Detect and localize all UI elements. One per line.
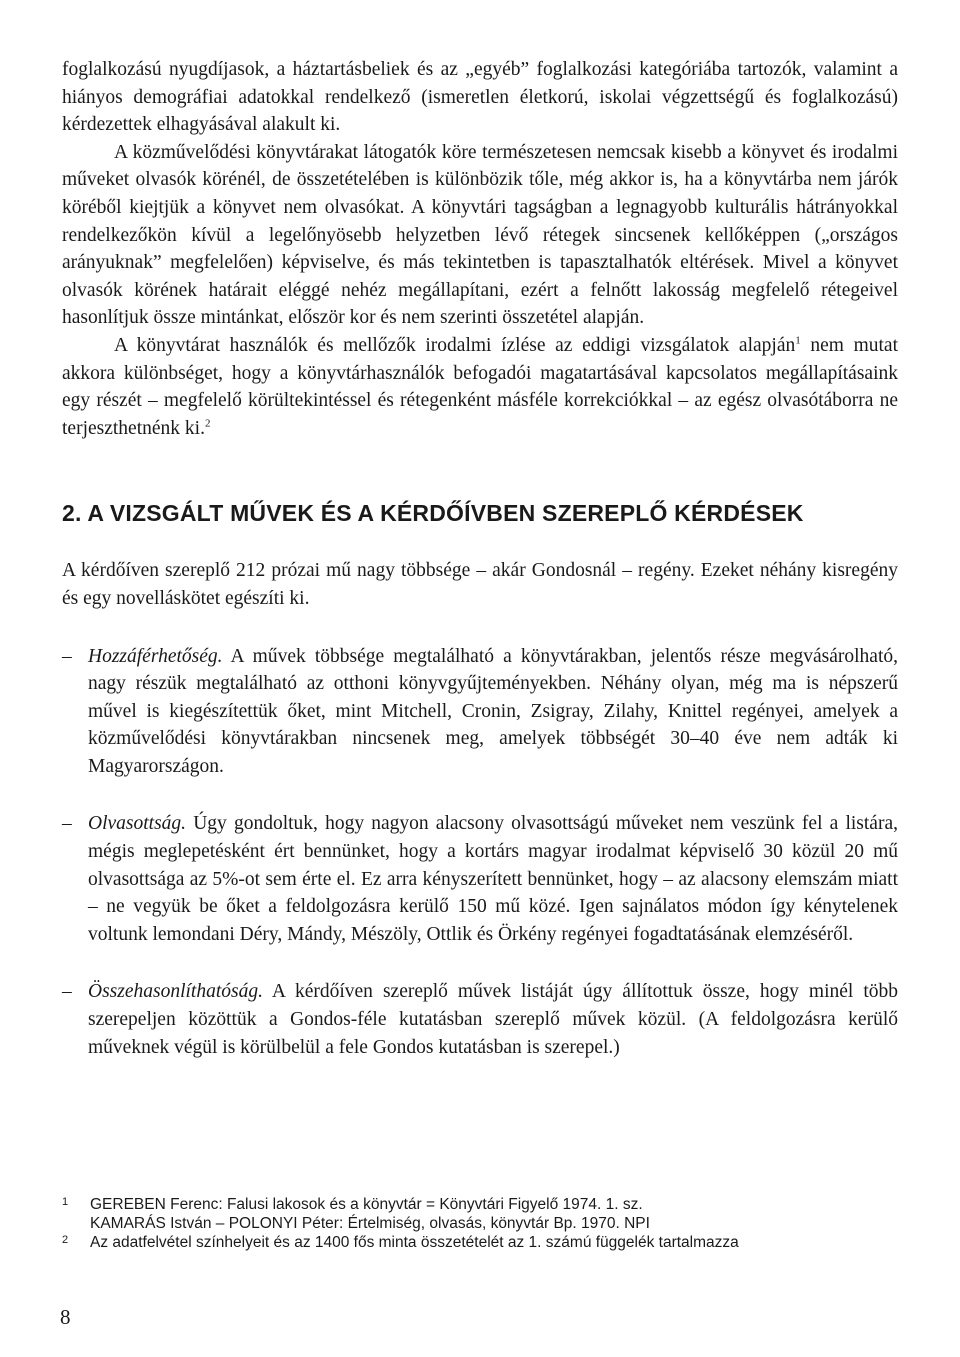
list-item-term: Hozzáférhetőség.	[88, 645, 223, 667]
page-body	[62, 56, 898, 1061]
list-dash: –	[62, 645, 72, 667]
paragraph-intro-2: A közművelődési könyvtárakat látogatók köre természetesen nemcsak kisebb a könyvet és irodalmi műveket olvasók körénél, de összetételében is különbözik tőle, még akkor is, ha a könyvtárba nem járók köréből kiejtjük a könyvet nem olvasókat. A könyvtári tagságban a legnagyobb kulturális hátrányokkal rendelkezőkön kívül a legelőnyösebb helyzetben lévő rétegek sincsenek kellőképpen („országos arányuknak” megfelelően) képviselve, és más tekintetben is tapasztalhatók eltérések. Mivel a könyvet olvasók körének határait eléggé nehéz megállapítani, ezért a felnőtt lakosság megfelelő rétegeivel hasonlítjuk össze mintánkat, először kor és nem szerinti összetétel alapján.	[62, 141, 898, 329]
list-item-term: Olvasottság.	[88, 813, 187, 835]
footnote-2	[62, 1233, 898, 1252]
list-item-text: A művek többsége megtalálható a könyvtárakban, jelentős része megvásárolható, nagy részük megtalálható az otthoni könyvgyűjteményekben. Néhány olyan, még ma is népszerű művel is kiegészítettük őket, mint Mitchell, Cronin, Zsigray, Zilahy, Knittel regényei, amelyek a közművelődési könyvtárakban nincsenek meg, amelyek többségét 30–40 éve nem adták ki Magyarországon.	[88, 645, 898, 777]
footnote-1b	[62, 1214, 898, 1233]
footnote-ref-1: 1	[795, 334, 801, 347]
list-item-accessibility	[62, 643, 898, 781]
list-dash: –	[62, 981, 72, 1003]
page-number: 8	[60, 1305, 71, 1329]
list-item-term: Összehasonlíthatóság.	[88, 981, 263, 1003]
footnote-mark: 2	[62, 1234, 69, 1246]
list-dash: –	[62, 813, 72, 835]
footnote-text: KAMARÁS István – POLONYI Péter: Értelmiség, olvasás, könyvtár Bp. 1970. NPI	[90, 1215, 650, 1232]
list-item-text: Úgy gondoltuk, hogy nagyon alacsony olvasottságú műveket nem veszünk fel a listára, mégis meglepetésként ért bennünket, hogy a kortárs magyar irodalmat képviselő 30 közül 20 mű olvasottsága az 5%-ot sem érte el. Ez arra kényszerített bennünket, hogy – az alacsony elemszám miatt – ne vegyük be őket a feldolgozásra kerülő 150 mű közé. Igen sajnálatos módon így kénytelenek voltunk lemondani Déry, Mándy, Mészöly, Ottlik és Örkény regényei fogadtatásának elemzéséről.	[88, 813, 898, 945]
paragraph-intro-1: foglalkozású nyugdíjasok, a háztartásbeliek és az „egyéb” foglalkozási kategóriába tartozók, valamint a hiányos demográfiai adatokkal rendelkező (ismeretlen életkorú, iskolai végzettségű és foglalkozású) kérdezettek elhagyásával alakult ki.	[62, 59, 898, 136]
section-heading: 2. A VIZSGÁLT MŰVEK ÉS A KÉRDŐÍVBEN SZEREPLŐ KÉRDÉSEK	[62, 500, 804, 527]
section-lead: A kérdőíven szereplő 212 prózai mű nagy többsége – akár Gondosnál – regény. Ezeket néhány kisregény és egy novelláskötet egészíti ki.	[62, 560, 898, 609]
list-item-comparability	[62, 978, 898, 1061]
footnote-mark: 1	[62, 1196, 69, 1208]
footnotes	[62, 1195, 898, 1252]
list-item-text: A kérdőíven szereplő művek listáját úgy állítottuk össze, hogy minél több szerepeljen közöttük a Gondos-féle kutatásban szereplő művek közül. (A feldolgozásra kerülő műveknek végül is körülbelül a fele Gondos kutatásban is szerepel.)	[88, 981, 898, 1058]
list-item-readership	[62, 810, 898, 948]
footnote-ref-2: 2	[204, 417, 211, 430]
paragraph-intro-3	[62, 332, 898, 442]
paragraph-intro-3-text: A könyvtárat használók és mellőzők irodalmi ízlése az eddigi vizsgálatok alapján	[114, 334, 796, 356]
footnote-text: Az adatfelvétel színhelyeit és az 1400 fős minta összetételét az 1. számú függelék tartalmazza	[90, 1234, 739, 1251]
paragraph-intro-3-cont: nem mutat akkora különbséget, hogy a könyvtárhasználók befogadói magatartásával kapcsolatos megállapításaink egy részét – megfelelő körültekintéssel és rétegenként másféle korrekciókkal – az egész olvasótáborra ne terjeszthetnénk ki.	[62, 334, 899, 439]
footnote-text: GEREBEN Ferenc: Falusi lakosok és a könyvtár = Könyvtári Figyelő 1974. 1. sz.	[90, 1196, 643, 1213]
footnote-1	[62, 1195, 898, 1214]
